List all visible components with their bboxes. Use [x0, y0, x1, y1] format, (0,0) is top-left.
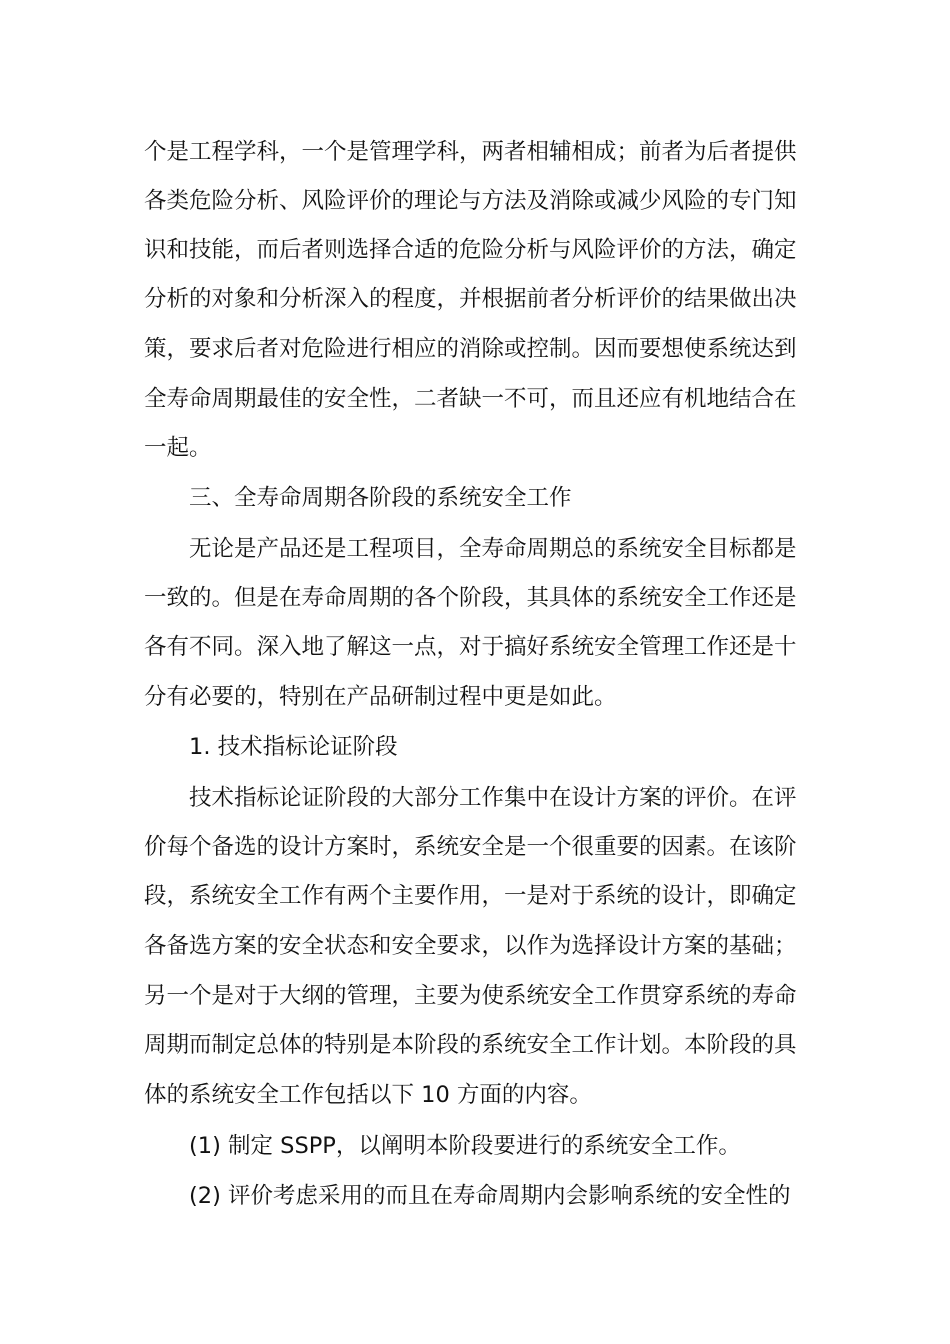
subsection-heading: 1. 技术指标论证阶段 — [189, 734, 398, 760]
paragraph-line: 另一个是对于大纲的管理，主要为使系统安全工作贯穿系统的寿命 — [144, 983, 797, 1009]
paragraph-line: 各备选方案的安全状态和安全要求，以作为选择设计方案的基础； — [144, 933, 797, 959]
paragraph-line: 策，要求后者对危险进行相应的消除或控制。因而要想使系统达到 — [144, 336, 797, 362]
list-item: (1) 制定 SSPP，以阐明本阶段要进行的系统安全工作。 — [189, 1133, 741, 1159]
paragraph-line: 价每个备选的设计方案时，系统安全是一个很重要的因素。在该阶 — [144, 834, 797, 860]
paragraph-line: 体的系统安全工作包括以下 10 方面的内容。 — [144, 1082, 592, 1108]
paragraph-line: 段，系统安全工作有两个主要作用，一是对于系统的设计，即确定 — [144, 883, 797, 909]
paragraph-line: 分析的对象和分析深入的程度，并根据前者分析评价的结果做出决 — [144, 286, 797, 312]
paragraph-line: 一致的。但是在寿命周期的各个阶段，其具体的系统安全工作还是 — [144, 585, 797, 611]
section-heading: 三、全寿命周期各阶段的系统安全工作 — [189, 485, 572, 511]
list-item: (2) 评价考虑采用的而且在寿命周期内会影响系统的安全性的 — [189, 1183, 791, 1209]
paragraph-line: 一起。 — [144, 435, 212, 461]
paragraph-line: 无论是产品还是工程项目，全寿命周期总的系统安全目标都是 — [189, 536, 797, 562]
paragraph-line: 个是工程学科，一个是管理学科，两者相辅相成；前者为后者提供 — [144, 139, 797, 165]
paragraph-line: 各类危险分析、风险评价的理论与方法及消除或减少风险的专门知 — [144, 188, 797, 214]
paragraph-line: 全寿命周期最佳的安全性，二者缺一不可，而且还应有机地结合在 — [144, 386, 797, 412]
paragraph-line: 各有不同。深入地了解这一点，对于搞好系统安全管理工作还是十 — [144, 634, 797, 660]
paragraph-line: 技术指标论证阶段的大部分工作集中在设计方案的评价。在评 — [189, 785, 797, 811]
paragraph-line: 识和技能，而后者则选择合适的危险分析与风险评价的方法，确定 — [144, 237, 797, 263]
paragraph-line: 周期而制定总体的特别是本阶段的系统安全工作计划。本阶段的具 — [144, 1032, 797, 1058]
paragraph-line: 分有必要的，特别在产品研制过程中更是如此。 — [144, 684, 617, 710]
